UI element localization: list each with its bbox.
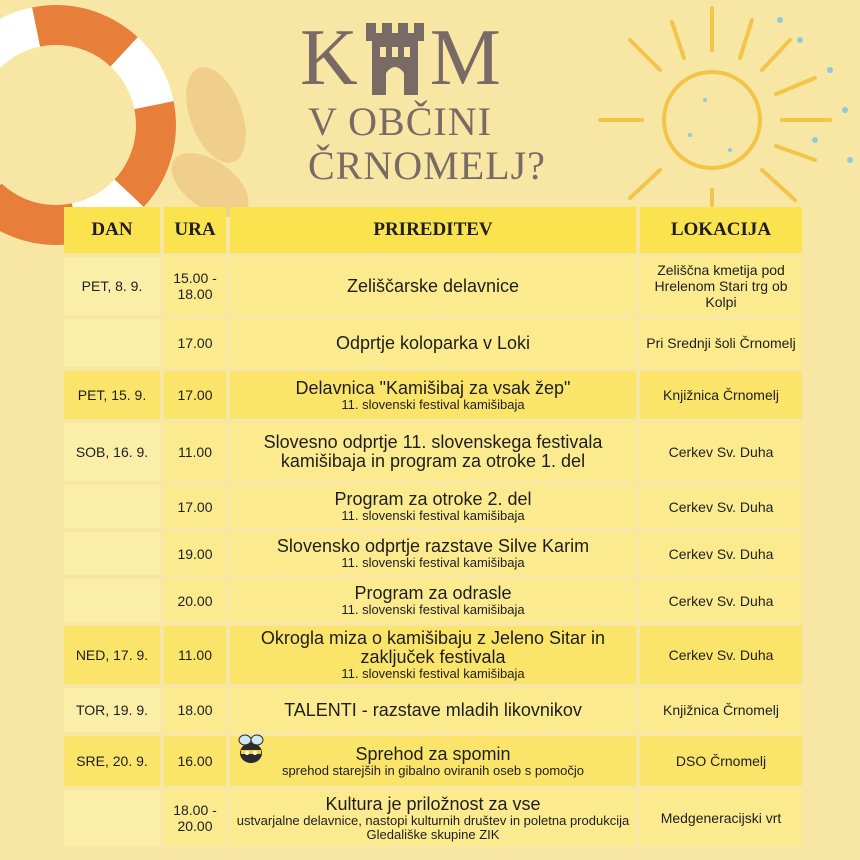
row-location: Zeliščna kmetija pod Hrelenom Stari trg ob Kolpi [654, 262, 788, 310]
header-prireditev: PRIREDITEV [230, 207, 636, 253]
row-event-subtitle: 11. slovenski festival kamišibaja [341, 602, 525, 617]
row-event-subtitle: ustvarjalne delavnice, nastopi kulturnih društev in poletna produkcija Gledališke skupine ZIK [236, 812, 630, 842]
row-time: 16.00 [177, 753, 213, 769]
row-time: 17.00 [177, 335, 213, 351]
row-location: DSO Črnomelj [675, 753, 767, 769]
row-location: Knjižnica Črnomelj [663, 702, 779, 718]
table-row [64, 626, 802, 684]
table-row [64, 688, 802, 732]
row-event-title: Delavnica "Kamišibaj za vsak žep" [295, 377, 571, 398]
row-event-title: Program za otroke 2. del [334, 489, 532, 509]
row-time: 18.00 [177, 702, 213, 718]
row-day: PET, 15. 9. [77, 387, 147, 403]
lifebuoy-icon [0, 25, 156, 225]
table-header-row [64, 207, 802, 253]
row-event-title: Slovensko odprtje razstave Silve Karim [276, 536, 590, 556]
row-time: 17.00 [177, 387, 213, 403]
sun-icon [600, 8, 830, 205]
row-location: Cerkev Sv. Duha [668, 545, 774, 562]
row-time: 18.00 - 20.00 [173, 802, 217, 834]
header-ura: URA [164, 207, 226, 253]
bee-icon [236, 733, 266, 765]
title-line-3: ČRNOMELJ? [308, 143, 546, 188]
title-letter-m: M [429, 14, 503, 102]
row-time: 11.00 [178, 647, 212, 663]
table-row [64, 319, 802, 367]
row-day: TOR, 19. 9. [75, 702, 149, 718]
table-row [64, 485, 802, 528]
row-day: SOB, 16. 9. [75, 444, 149, 460]
row-event-title: TALENTI - razstave mladih likovnikov [284, 699, 582, 720]
row-event-subtitle: 11. slovenski festival kamišibaja [341, 396, 525, 412]
row-event-title: Kultura je priložnost za vse [325, 793, 541, 814]
row-event-subtitle: 11. slovenski festival kamišibaja [341, 666, 525, 681]
title-line-2: V OBČINI [308, 99, 492, 144]
row-day: SRE, 20. 9. [76, 753, 148, 769]
events-table [64, 207, 802, 850]
row-event-subtitle: sprehod starejših in gibalno oviranih oseb s pomočjo [281, 762, 585, 778]
row-day: PET, 8. 9. [81, 278, 143, 294]
row-time: 17.00 [177, 498, 213, 515]
title-line-1 [300, 16, 570, 100]
row-event-title: Zeliščarske delavnice [346, 275, 520, 296]
header-dan: DAN [64, 207, 160, 253]
table-row [64, 371, 802, 419]
sandals-icon [160, 59, 260, 230]
row-time: 15.00 - 18.00 [173, 270, 217, 302]
table-row [64, 532, 802, 575]
table-row [64, 579, 802, 622]
row-event-title: Okrogla miza o kamišibaju z Jeleno Sitar in zaključek festivala [260, 628, 606, 667]
row-event-title: Odprtje koloparka v Loki [335, 332, 531, 353]
row-event-subtitle: 11. slovenski festival kamišibaja [341, 508, 525, 523]
header-lokacija: LOKACIJA [640, 207, 802, 253]
table-row [64, 257, 802, 315]
row-time: 20.00 [177, 592, 213, 609]
row-location: Medgeneracijski vrt [660, 810, 782, 826]
table-row [64, 423, 802, 481]
table-row [64, 790, 802, 846]
row-location: Pri Srednji šoli Črnomelj [646, 335, 796, 351]
table-row [64, 736, 802, 786]
row-location: Knjižnica Črnomelj [663, 387, 779, 403]
row-location: Cerkev Sv. Duha [668, 498, 774, 515]
title-block [300, 16, 570, 188]
row-event-title: Program za odrasle [354, 583, 512, 603]
row-event-title: Slovesno odprtje 11. slovenskega festivala kamišibaja in program za otroke 1. del [263, 432, 603, 471]
row-location: Cerkev Sv. Duha [668, 444, 774, 460]
row-location: Cerkev Sv. Duha [668, 647, 774, 663]
row-event-title: Sprehod za spomin [355, 743, 511, 764]
castle-tower-icon [364, 21, 426, 95]
row-time: 19.00 [177, 545, 213, 562]
title-letter-k: K [300, 14, 360, 102]
row-event-subtitle: 11. slovenski festival kamišibaja [341, 555, 525, 570]
row-location: Cerkev Sv. Duha [668, 592, 774, 609]
row-time: 11.00 [178, 444, 212, 460]
row-day: NED, 17. 9. [75, 647, 149, 663]
